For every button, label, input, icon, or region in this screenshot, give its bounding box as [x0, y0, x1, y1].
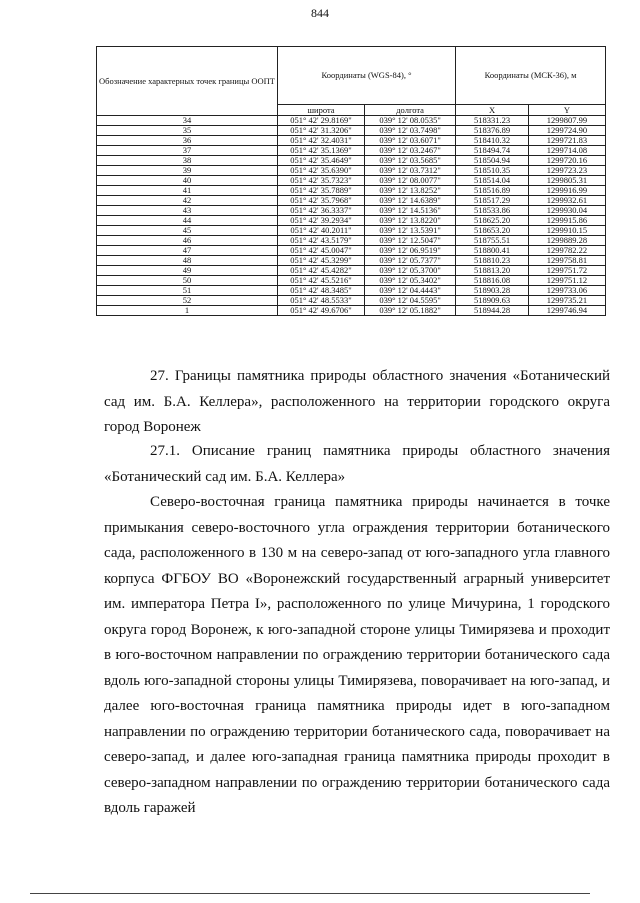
- cell-x: 518533.86: [456, 206, 529, 216]
- cell-longitude: 039° 12' 05.3402": [365, 276, 456, 286]
- cell-latitude: 051° 42' 35.7968": [277, 196, 364, 206]
- table-row: [97, 166, 606, 176]
- cell-y: 1299805.31: [528, 176, 605, 186]
- cell-y: 1299721.83: [528, 136, 605, 146]
- table-row: [97, 296, 606, 306]
- cell-y: 1299915.86: [528, 216, 605, 226]
- footer-divider: [30, 893, 590, 894]
- cell-x: 518816.08: [456, 276, 529, 286]
- cell-point: 43: [97, 206, 278, 216]
- cell-longitude: 039° 12' 06.9519": [365, 246, 456, 256]
- cell-y: 1299723.23: [528, 166, 605, 176]
- cell-y: 1299807.99: [528, 116, 605, 126]
- cell-longitude: 039° 12' 12.5047": [365, 236, 456, 246]
- cell-latitude: 051° 42' 35.6390": [277, 166, 364, 176]
- cell-x: 518944.28: [456, 306, 529, 316]
- cell-x: 518410.32: [456, 136, 529, 146]
- coordinates-table: [96, 46, 606, 316]
- cell-latitude: 051° 42' 35.4649": [277, 156, 364, 166]
- cell-y: 1299720.16: [528, 156, 605, 166]
- cell-point: 36: [97, 136, 278, 146]
- cell-point: 42: [97, 196, 278, 206]
- cell-point: 48: [97, 256, 278, 266]
- cell-y: 1299910.15: [528, 226, 605, 236]
- cell-x: 518653.20: [456, 226, 529, 236]
- cell-latitude: 051° 42' 45.4282": [277, 266, 364, 276]
- cell-y: 1299714.08: [528, 146, 605, 156]
- cell-y: 1299733.06: [528, 286, 605, 296]
- cell-point: 44: [97, 216, 278, 226]
- cell-x: 518514.04: [456, 176, 529, 186]
- cell-longitude: 039° 12' 03.2467": [365, 146, 456, 156]
- boundary-description-text: Северо-восточная граница памятника природы начинается в точке примыкания северо-восточного угла ограждения территории ботанического сада, расположенного в 130 м на северо-запад от юго-западного угла главного корпуса ФГБОУ ВО «Воронежский государственный аграрный университет им. императора Петра I», расположенного по улице Мичурина, 1 городского округа город Воронеж, к юго-западной стороне улицы Тимирязева и проходит в юго-восточном направлении по ограждению территории ботанического сада вдоль юго-западной стороны улицы Тимирязева, поворачивает на юго-запад, и далее юго-восточная граница памятника природы идет в юго-западном направлении по ограждению территории ботанического сада, поворачивает на северо-запад, и далее юго-западная граница памятника природы проходит в северо-западном направлении по ограждению территории ботанического сада вдоль гаражей: [104, 494, 610, 816]
- header-wgs84-group: Координаты (WGS-84), °: [277, 47, 455, 105]
- table-row: [97, 206, 606, 216]
- table-row: [97, 176, 606, 186]
- cell-y: 1299782.22: [528, 246, 605, 256]
- cell-x: 518810.23: [456, 256, 529, 266]
- section-title: [104, 364, 610, 441]
- cell-point: 41: [97, 186, 278, 196]
- cell-longitude: 039° 12' 05.7377": [365, 256, 456, 266]
- cell-latitude: 051° 42' 36.3337": [277, 206, 364, 216]
- cell-y: 1299916.99: [528, 186, 605, 196]
- table-row: [97, 236, 606, 246]
- table-row: [97, 266, 606, 276]
- cell-latitude: 051° 42' 48.5533": [277, 296, 364, 306]
- cell-y: 1299889.28: [528, 236, 605, 246]
- cell-point: 34: [97, 116, 278, 126]
- cell-x: 518625.20: [456, 216, 529, 226]
- cell-longitude: 039° 12' 13.8220": [365, 216, 456, 226]
- cell-longitude: 039° 12' 03.7312": [365, 166, 456, 176]
- table-row: [97, 146, 606, 156]
- cell-latitude: 051° 42' 48.3485": [277, 286, 364, 296]
- table-row: [97, 196, 606, 206]
- cell-point: 37: [97, 146, 278, 156]
- subsection-title: [104, 439, 610, 490]
- cell-x: 518516.89: [456, 186, 529, 196]
- cell-longitude: 039° 12' 03.6071": [365, 136, 456, 146]
- cell-x: 518510.35: [456, 166, 529, 176]
- cell-latitude: 051° 42' 31.3206": [277, 126, 364, 136]
- cell-longitude: 039° 12' 04.5595": [365, 296, 456, 306]
- cell-latitude: 051° 42' 39.2934": [277, 216, 364, 226]
- cell-point: 35: [97, 126, 278, 136]
- cell-latitude: 051° 42' 29.8169": [277, 116, 364, 126]
- cell-longitude: 039° 12' 03.5685": [365, 156, 456, 166]
- cell-y: 1299932.61: [528, 196, 605, 206]
- cell-longitude: 039° 12' 08.0077": [365, 176, 456, 186]
- header-msk36-group: Координаты (МСК-36), м: [456, 47, 606, 105]
- cell-x: 518903.28: [456, 286, 529, 296]
- cell-y: 1299724.90: [528, 126, 605, 136]
- cell-x: 518331.23: [456, 116, 529, 126]
- boundary-description: [104, 490, 610, 822]
- cell-point: 51: [97, 286, 278, 296]
- table-row: [97, 136, 606, 146]
- cell-point: 38: [97, 156, 278, 166]
- cell-x: 518909.63: [456, 296, 529, 306]
- header-longitude: долгота: [365, 105, 456, 116]
- cell-longitude: 039° 12' 04.4443": [365, 286, 456, 296]
- cell-longitude: 039° 12' 08.0535": [365, 116, 456, 126]
- header-latitude: широта: [277, 105, 364, 116]
- table-row: [97, 276, 606, 286]
- cell-point: 47: [97, 246, 278, 256]
- cell-latitude: 051° 42' 45.0047": [277, 246, 364, 256]
- cell-point: 49: [97, 266, 278, 276]
- cell-latitude: 051° 42' 35.1369": [277, 146, 364, 156]
- cell-y: 1299746.94: [528, 306, 605, 316]
- cell-longitude: 039° 12' 14.6389": [365, 196, 456, 206]
- header-point-designation: Обозначение характерных точек границы ООПТ: [97, 47, 278, 116]
- table-row: [97, 306, 606, 316]
- cell-y: 1299758.81: [528, 256, 605, 266]
- table-row: [97, 256, 606, 266]
- cell-point: 39: [97, 166, 278, 176]
- cell-x: 518813.20: [456, 266, 529, 276]
- cell-y: 1299735.21: [528, 296, 605, 306]
- cell-x: 518494.74: [456, 146, 529, 156]
- section-title-text: 27. Границы памятника природы областного значения «Ботанический сад им. Б.А. Келлера», расположенного на территории городского округа город Воронеж: [104, 368, 610, 435]
- cell-y: 1299930.04: [528, 206, 605, 216]
- cell-longitude: 039° 12' 13.5391": [365, 226, 456, 236]
- table-row: [97, 126, 606, 136]
- table-row: [97, 116, 606, 126]
- cell-x: 518504.94: [456, 156, 529, 166]
- cell-latitude: 051° 42' 32.4031": [277, 136, 364, 146]
- cell-latitude: 051° 42' 40.2011": [277, 226, 364, 236]
- cell-point: 46: [97, 236, 278, 246]
- cell-point: 45: [97, 226, 278, 236]
- cell-x: 518800.41: [456, 246, 529, 256]
- cell-point: 52: [97, 296, 278, 306]
- header-x: X: [456, 105, 529, 116]
- table-row: [97, 286, 606, 296]
- cell-x: 518376.89: [456, 126, 529, 136]
- cell-point: 40: [97, 176, 278, 186]
- cell-latitude: 051° 42' 49.6706": [277, 306, 364, 316]
- cell-x: 518517.29: [456, 196, 529, 206]
- cell-longitude: 039° 12' 05.1882": [365, 306, 456, 316]
- cell-latitude: 051° 42' 45.5216": [277, 276, 364, 286]
- cell-longitude: 039° 12' 05.3700": [365, 266, 456, 276]
- table-row: [97, 156, 606, 166]
- table-row: [97, 246, 606, 256]
- coordinates-table-body: [97, 116, 606, 316]
- cell-y: 1299751.12: [528, 276, 605, 286]
- cell-x: 518755.51: [456, 236, 529, 246]
- table-row: [97, 226, 606, 236]
- cell-longitude: 039° 12' 03.7498": [365, 126, 456, 136]
- cell-longitude: 039° 12' 13.8252": [365, 186, 456, 196]
- cell-longitude: 039° 12' 14.5136": [365, 206, 456, 216]
- table-row: [97, 186, 606, 196]
- page-number: 844: [311, 6, 329, 20]
- cell-latitude: 051° 42' 43.5179": [277, 236, 364, 246]
- subsection-title-text: 27.1. Описание границ памятника природы областного значения «Ботанический сад им. Б.А. Келлера»: [104, 443, 610, 485]
- cell-latitude: 051° 42' 35.7889": [277, 186, 364, 196]
- cell-latitude: 051° 42' 45.3299": [277, 256, 364, 266]
- header-y: Y: [528, 105, 605, 116]
- cell-point: 50: [97, 276, 278, 286]
- table-row: [97, 216, 606, 226]
- cell-point: 1: [97, 306, 278, 316]
- cell-latitude: 051° 42' 35.7323": [277, 176, 364, 186]
- cell-y: 1299751.72: [528, 266, 605, 276]
